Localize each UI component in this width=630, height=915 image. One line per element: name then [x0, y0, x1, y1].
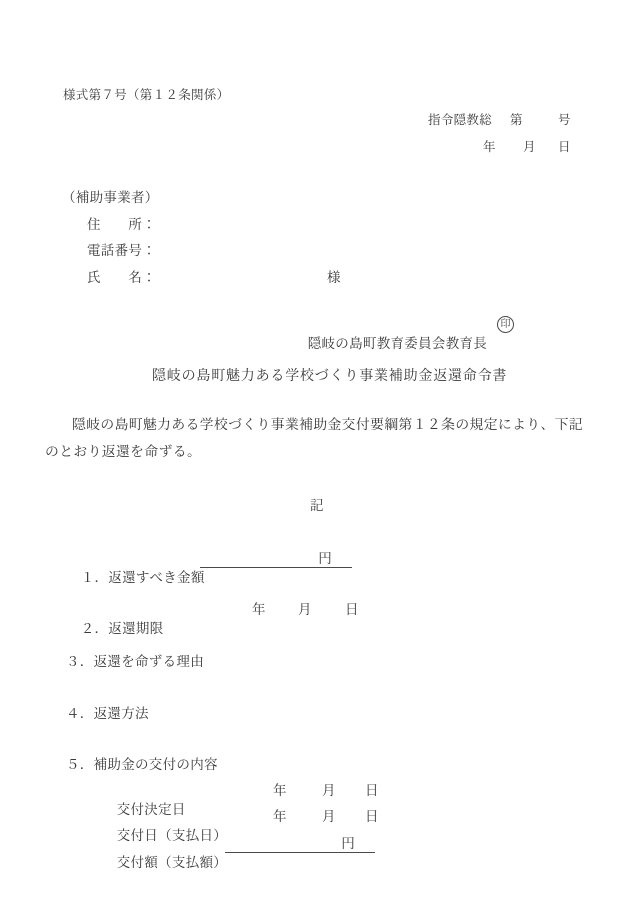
issuer-name: 隠岐の島町教育委員会教育長 — [307, 336, 488, 351]
day-unit: 日 — [365, 783, 379, 798]
directive-prefix: 指令隠教総 — [428, 113, 493, 127]
grant-decision-date-row — [102, 781, 379, 817]
day-unit: 日 — [558, 140, 571, 154]
document-title: 隠岐の島町魅力ある学校づくり事業補助金返還命令書 — [152, 369, 508, 384]
recipient-name-label: 氏 名： — [87, 270, 156, 285]
grant-decision-date-label: 交付決定日 — [116, 802, 186, 817]
item-return-method: ４．返還方法 — [66, 706, 149, 721]
paid-amount-blank-field — [225, 834, 375, 853]
grant-payment-date-row — [102, 807, 379, 843]
issue-date-line — [483, 138, 571, 157]
year-unit: 年 — [273, 783, 287, 798]
item-return-amount-label: １．返還すべき金額 — [80, 570, 205, 585]
year-unit: 年 — [273, 809, 287, 824]
day-unit: 日 — [365, 809, 379, 824]
month-unit: 月 — [322, 809, 336, 824]
recipient-address-label: 住 所： — [87, 217, 156, 232]
yen-unit: 円 — [341, 836, 355, 851]
directive-counter-unit: 号 — [558, 113, 571, 127]
issuer-line — [293, 315, 511, 351]
item-return-deadline-label: ２．返還期限 — [80, 621, 164, 636]
directive-number-line — [428, 111, 571, 130]
month-unit: 月 — [298, 602, 312, 617]
year-unit: 年 — [483, 140, 496, 154]
item-return-deadline — [66, 600, 359, 636]
directive-counter-label: 第 — [510, 113, 523, 127]
form-number: 様式第７号（第１２条関係） — [63, 88, 230, 102]
recipient-honorific: 様 — [327, 270, 341, 285]
grant-payment-date-label: 交付日（支払日） — [116, 828, 228, 843]
list-marker: 記 — [310, 498, 324, 513]
day-unit: 日 — [345, 602, 359, 617]
item-return-amount — [66, 549, 332, 585]
seal-icon: 印 — [497, 316, 514, 333]
grant-paid-amount-label: 交付額（支払額） — [116, 855, 228, 870]
month-unit: 月 — [322, 783, 336, 798]
body-paragraph-line-2: のとおり返還を命ずる。 — [45, 444, 202, 459]
recipient-section-label: （補助事業者） — [62, 190, 159, 205]
yen-unit: 円 — [318, 551, 332, 566]
return-amount-blank-field — [200, 549, 352, 568]
month-unit: 月 — [523, 140, 536, 154]
recipient-phone-label: 電話番号： — [87, 243, 156, 258]
grant-paid-amount-row — [102, 834, 355, 870]
item-return-reason: ３．返還を命ずる理由 — [66, 654, 204, 669]
body-paragraph-line-1: 隠岐の島町魅力ある学校づくり事業補助金交付要綱第１２条の規定により、下記 — [72, 417, 584, 432]
item-grant-content: ５．補助金の交付の内容 — [66, 757, 218, 772]
year-unit: 年 — [252, 602, 266, 617]
